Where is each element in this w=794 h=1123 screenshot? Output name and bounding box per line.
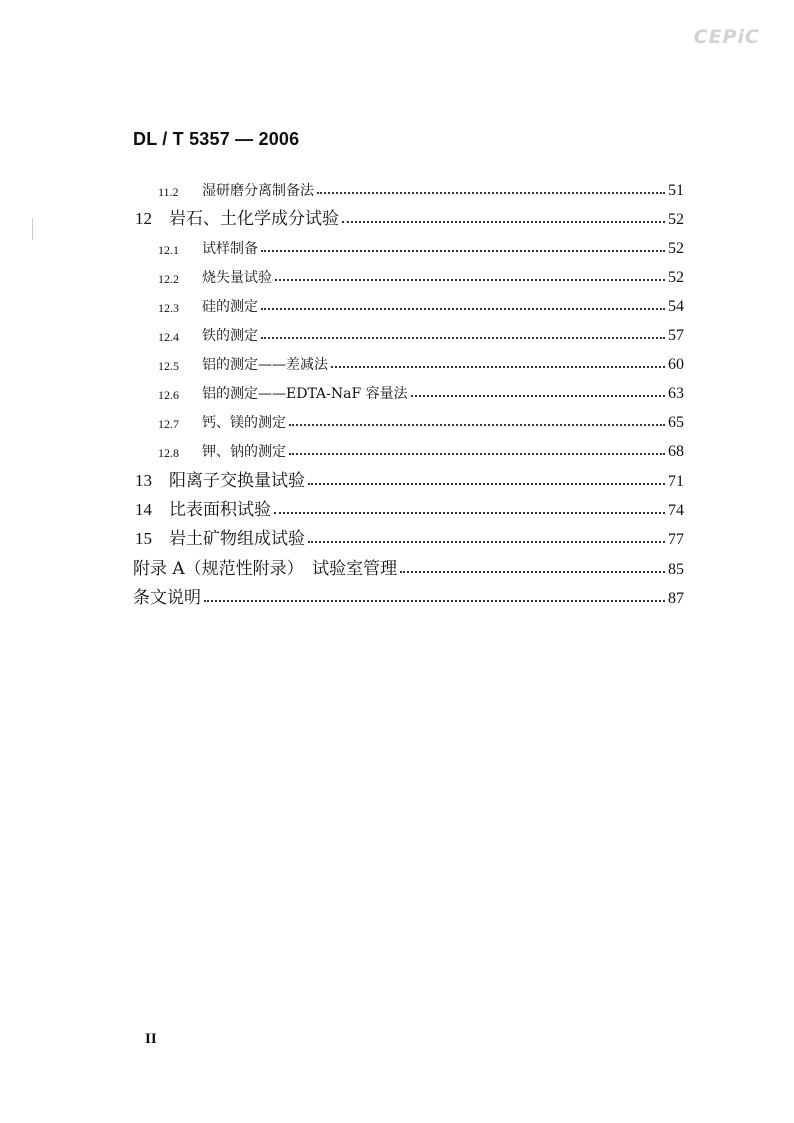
toc-entry-title: 烧失量试验 (202, 270, 272, 286)
toc-entry-title: 试样制备 (202, 241, 258, 257)
toc-entry-number: 14 (135, 500, 152, 519)
toc-entry-page: 68 (668, 443, 684, 460)
toc-entry-page: 54 (668, 298, 684, 315)
dot-leader (204, 600, 665, 602)
toc-entry-number: 13 (135, 471, 152, 490)
toc-entry-11-2[interactable] (0, 176, 794, 200)
toc-entry-explanation[interactable] (0, 584, 794, 608)
dot-leader (308, 541, 665, 543)
toc-entry-12-1[interactable] (0, 234, 794, 258)
toc-entry-number: 12.6 (158, 388, 179, 402)
toc-entry-12-5[interactable] (0, 350, 794, 374)
toc-entry-page: 60 (668, 356, 684, 373)
toc-entry-13[interactable] (0, 467, 794, 491)
toc-entry-number: 12.2 (158, 272, 179, 286)
toc-entry-page: 65 (668, 414, 684, 431)
toc-entry-12-2[interactable] (0, 263, 794, 287)
toc-entry-title: 铝的测定——EDTA-NaF 容量法 (202, 386, 408, 402)
dot-leader (400, 571, 665, 573)
dot-leader (275, 279, 665, 281)
dot-leader (331, 366, 665, 368)
toc-entry-title: 钙、镁的测定 (202, 415, 286, 431)
toc-entry-number: 12.1 (158, 243, 179, 257)
toc-entry-page: 74 (668, 502, 684, 519)
toc-entry-title: 铝的测定——差减法 (202, 357, 328, 373)
toc-entry-page: 71 (668, 473, 684, 490)
toc-entry-page: 52 (668, 269, 684, 286)
toc-entry-number: 12.7 (158, 417, 179, 431)
toc-entry-12-6[interactable] (0, 379, 794, 403)
dot-leader (261, 337, 665, 339)
toc-entry-title: 湿研磨分离制备法 (202, 183, 314, 199)
toc-entry-title: 钾、钠的测定 (202, 444, 286, 460)
toc-entry-number: 15 (135, 529, 152, 548)
toc-entry-title: 岩石、土化学成分试验 (169, 209, 339, 229)
toc-entry-number: 12.5 (158, 359, 179, 373)
toc-entry-number: 12.8 (158, 446, 179, 460)
toc-entry-number: 12.3 (158, 301, 179, 315)
toc-entry-page: 52 (668, 211, 684, 228)
dot-leader (308, 483, 665, 485)
toc-entry-page: 77 (668, 531, 684, 548)
toc-entry-title: 硅的测定 (202, 299, 258, 315)
toc-entry-title: 阳离子交换量试验 (169, 471, 305, 491)
toc-entry-title: 附录 A（规范性附录） 试验室管理 (133, 559, 398, 579)
dot-leader (289, 453, 665, 455)
toc-entry-number: 11.2 (158, 185, 179, 199)
toc-entry-page: 52 (668, 240, 684, 257)
toc-entry-page: 87 (668, 590, 684, 607)
toc-entry-page: 57 (668, 327, 684, 344)
toc-entry-title: 岩土矿物组成试验 (169, 529, 305, 549)
toc-entry-number: 12 (135, 209, 152, 228)
toc-entry-12-7[interactable] (0, 408, 794, 432)
toc-entry-12-3[interactable] (0, 292, 794, 316)
toc-entry-title: 条文说明 (133, 588, 201, 608)
dot-leader (317, 192, 665, 194)
dot-leader (411, 395, 665, 397)
document-header: DL / T 5357 — 2006 (133, 129, 300, 149)
dot-leader (289, 424, 665, 426)
toc-entry-page: 63 (668, 385, 684, 402)
dot-leader (274, 512, 665, 514)
toc-entry-12-4[interactable] (0, 321, 794, 345)
toc-entry-15[interactable] (0, 525, 794, 549)
toc-entry-14[interactable] (0, 496, 794, 520)
dot-leader (261, 250, 665, 252)
page-number: II (145, 1031, 157, 1047)
toc-entry-12-8[interactable] (0, 437, 794, 461)
toc-entry-12[interactable] (0, 205, 794, 229)
toc-entry-appendix-a[interactable] (0, 555, 794, 579)
toc-entry-page: 85 (668, 561, 684, 578)
toc-entry-title: 铁的测定 (202, 328, 258, 344)
toc-entry-title: 比表面积试验 (169, 500, 271, 520)
toc-entry-number: 12.4 (158, 330, 179, 344)
watermark-logo: CEPiC (693, 26, 760, 48)
toc-entry-page: 51 (668, 182, 684, 199)
dot-leader (342, 221, 665, 223)
dot-leader (261, 308, 665, 310)
